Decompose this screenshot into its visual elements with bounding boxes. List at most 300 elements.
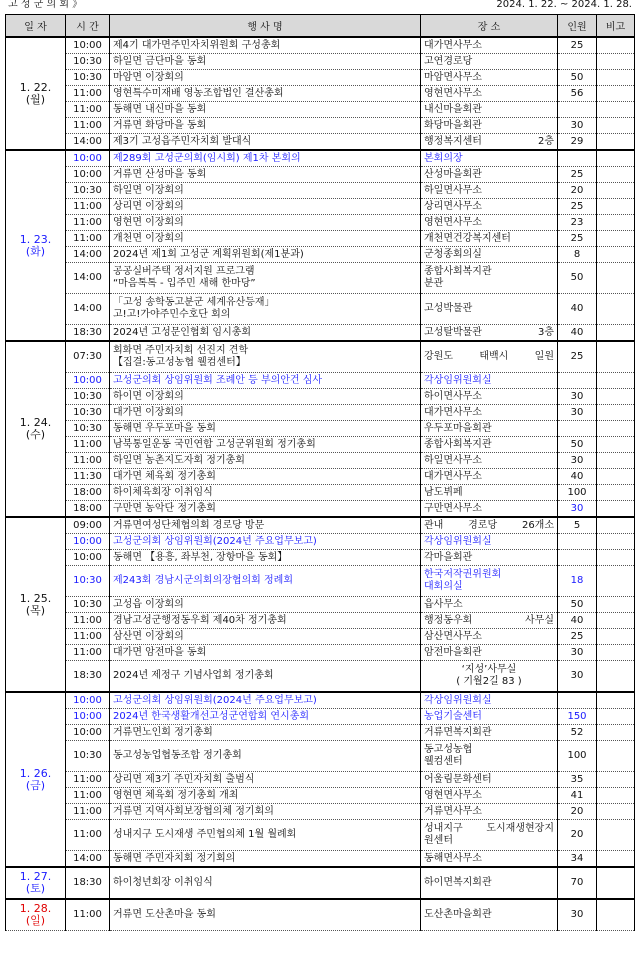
time-cell: 11:00 — [66, 788, 110, 804]
time-cell: 14:00 — [66, 134, 110, 151]
event-cell: 고성읍 이장회의 — [110, 597, 421, 613]
date-cell — [6, 37, 66, 150]
time-cell: 11:00 — [66, 199, 110, 215]
place-cell — [421, 741, 558, 772]
place-cell: 화당마을회관 — [421, 118, 558, 134]
event-cell: 고성군의회 상임위원회(2024년 주요업무보고) — [110, 692, 421, 709]
table-row — [6, 199, 635, 215]
time-cell: 18:00 — [66, 485, 110, 501]
time-cell: 18:30 — [66, 661, 110, 693]
time-cell: 10:30 — [66, 741, 110, 772]
col-time: 시 간 — [66, 15, 110, 38]
count-cell: 50 — [558, 437, 597, 453]
event-cell: 동해면 내신마을 동회 — [110, 102, 421, 118]
weekday-label: (금) — [25, 778, 46, 792]
event-cell: 하이체육회장 이취임식 — [110, 485, 421, 501]
event-cell: 남북통일운동 국민연합 고성군위원회 정기총회 — [110, 437, 421, 453]
event-cell: 영현특수미재배 영농조합법인 결산총회 — [110, 86, 421, 102]
col-count: 인원 — [558, 15, 597, 38]
table-row — [6, 517, 635, 534]
place-cell — [421, 661, 558, 693]
note-cell — [597, 725, 635, 741]
table-row — [6, 469, 635, 485]
time-cell: 10:00 — [66, 725, 110, 741]
note-cell — [597, 566, 635, 597]
count-cell — [558, 550, 597, 566]
table-row — [6, 741, 635, 772]
place-cell: 구만면사무소 — [421, 501, 558, 518]
place-cell: 종합사회복지관 — [421, 437, 558, 453]
schedule-table — [5, 14, 635, 931]
event-cell — [110, 341, 421, 373]
table-row — [6, 804, 635, 820]
table-row — [6, 899, 635, 931]
event-cell-line1: 공공실버주택 정서지원 프로그램 — [113, 266, 255, 277]
count-cell — [558, 373, 597, 389]
time-cell: 11:00 — [66, 102, 110, 118]
table-row — [6, 341, 635, 373]
note-cell — [597, 453, 635, 469]
table-row — [6, 501, 635, 518]
table-row — [6, 183, 635, 199]
place-cell-line1: 성내지구 도시재생현장지 — [424, 823, 554, 834]
event-cell: 영현면 체육회 정기총회 개최 — [110, 788, 421, 804]
table-row — [6, 613, 635, 629]
time-cell: 14:00 — [66, 851, 110, 868]
event-cell-line1: 회화면 주민자치회 선진지 견학 — [113, 345, 249, 356]
place-cell: 거류면사무소 — [421, 804, 558, 820]
note-cell — [597, 134, 635, 151]
place-cell: 영현면사무소 — [421, 215, 558, 231]
place-cell-line2: 웰컴센터 — [424, 756, 463, 767]
note-cell — [597, 645, 635, 661]
event-cell: 동고성농업협동조합 정기총회 — [110, 741, 421, 772]
place-cell: 대가면사무소 — [421, 37, 558, 54]
col-event: 행 사 명 — [110, 15, 421, 38]
event-cell-line1: 「고성 송학동고분군 세계유산등재」 — [113, 297, 275, 308]
time-cell: 11:00 — [66, 629, 110, 645]
header-row — [6, 15, 635, 38]
place-cell: 농업기술센터 — [421, 709, 558, 725]
event-cell: 제3기 고성읍주민자치회 발대식 — [110, 134, 421, 151]
note-cell — [597, 501, 635, 518]
event-cell: 하이청년회장 이취임식 — [110, 867, 421, 899]
count-cell: 34 — [558, 851, 597, 868]
table-row — [6, 54, 635, 70]
place-cell-line1: 종합사회복지관 — [424, 266, 492, 277]
count-cell — [558, 421, 597, 437]
note-cell — [597, 102, 635, 118]
date-cell — [6, 517, 66, 692]
place-cell: 어울림문화센터 — [421, 772, 558, 788]
time-cell: 10:30 — [66, 70, 110, 86]
event-cell: 2024년 제정구 기념사업회 정기총회 — [110, 661, 421, 693]
weekday-label: (목) — [25, 603, 46, 617]
table-row — [6, 389, 635, 405]
date-label: 1. 22. — [19, 80, 52, 94]
time-cell: 10:30 — [66, 421, 110, 437]
count-cell: 25 — [558, 231, 597, 247]
note-cell — [597, 820, 635, 851]
time-cell: 07:30 — [66, 341, 110, 373]
event-cell: 구만면 농악단 정기총회 — [110, 501, 421, 518]
date-label: 1. 26. — [19, 766, 52, 780]
event-cell: 마암면 이장회의 — [110, 70, 421, 86]
table-row — [6, 102, 635, 118]
place-cell: 하이면사무소 — [421, 389, 558, 405]
time-cell: 11:00 — [66, 437, 110, 453]
note-cell — [597, 389, 635, 405]
event-cell: 상리면 이장회의 — [110, 199, 421, 215]
time-cell: 11:00 — [66, 645, 110, 661]
place-cell: 상리면사무소 — [421, 199, 558, 215]
table-row — [6, 645, 635, 661]
note-cell — [597, 709, 635, 725]
note-cell — [597, 661, 635, 693]
event-cell-line2: 【집결:동고성농협 웰컴센터】 — [113, 357, 246, 368]
count-cell: 41 — [558, 788, 597, 804]
date-label: 1. 24. — [19, 416, 52, 429]
place-cell — [421, 820, 558, 851]
place-cell-line2: 원센터 — [424, 835, 453, 846]
event-cell: 대가면 이장회의 — [110, 405, 421, 421]
time-cell: 11:00 — [66, 453, 110, 469]
place-cell: 관내 경로당 26개소 — [421, 517, 558, 534]
count-cell: 8 — [558, 247, 597, 263]
event-cell: 하일면 금단마을 동회 — [110, 54, 421, 70]
note-cell — [597, 37, 635, 54]
place-cell: 군청종회의실 — [421, 247, 558, 263]
place-cell — [421, 263, 558, 294]
note-cell — [597, 597, 635, 613]
table-row — [6, 150, 635, 167]
count-cell: 30 — [558, 661, 597, 693]
time-cell: 11:00 — [66, 118, 110, 134]
note-cell — [597, 70, 635, 86]
note-cell — [597, 469, 635, 485]
table-row — [6, 851, 635, 868]
col-date: 일 자 — [6, 15, 66, 38]
place-cell: 도산촌마을회관 — [421, 899, 558, 931]
count-cell: 30 — [558, 899, 597, 931]
place-cell: 행정동우회 사무실 — [421, 613, 558, 629]
place-cell: 고연경로당 — [421, 54, 558, 70]
place-cell: 남도뷔페 — [421, 485, 558, 501]
time-cell: 11:30 — [66, 469, 110, 485]
count-cell: 40 — [558, 469, 597, 485]
place-cell: 본회의장 — [421, 150, 558, 167]
col-place: 장 소 — [421, 15, 558, 38]
count-cell: 150 — [558, 709, 597, 725]
date-cell — [6, 341, 66, 517]
note-cell — [597, 804, 635, 820]
time-cell: 11:00 — [66, 231, 110, 247]
place-cell: 산성마을회관 — [421, 167, 558, 183]
council-title: 고 성 군 의 회 》 — [8, 0, 83, 10]
event-cell: 제4기 대가면주민자치위원회 구성총회 — [110, 37, 421, 54]
event-cell: 경남고성군행정동우회 제40차 정기총회 — [110, 613, 421, 629]
count-cell: 25 — [558, 629, 597, 645]
place-cell-line2: ( 기월2길 83 ) — [456, 676, 522, 687]
count-cell — [558, 102, 597, 118]
event-cell: 동해면 【용흥, 좌부천, 장항마을 동회】 — [110, 550, 421, 566]
event-cell: 하일면 농촌지도자회 정기총회 — [110, 453, 421, 469]
count-cell: 40 — [558, 325, 597, 342]
place-cell: 고성박물관 — [421, 294, 558, 325]
count-cell: 25 — [558, 341, 597, 373]
note-cell — [597, 851, 635, 868]
time-cell: 10:00 — [66, 37, 110, 54]
place-cell-line1: 한국저작권위원회 — [424, 569, 502, 580]
count-cell: 30 — [558, 453, 597, 469]
note-cell — [597, 231, 635, 247]
note-cell — [597, 772, 635, 788]
place-cell: 내신마을회관 — [421, 102, 558, 118]
event-cell: 하이면 이장회의 — [110, 389, 421, 405]
count-cell: 30 — [558, 389, 597, 405]
count-cell: 50 — [558, 597, 597, 613]
note-cell — [597, 788, 635, 804]
count-cell: 100 — [558, 485, 597, 501]
time-cell: 18:30 — [66, 325, 110, 342]
event-cell: 대가면 체육회 정기총회 — [110, 469, 421, 485]
table-row — [6, 629, 635, 645]
date-label: 1. 23. — [19, 232, 52, 246]
event-cell: 삼산면 이장회의 — [110, 629, 421, 645]
note-cell — [597, 263, 635, 294]
event-cell-line2: “마음톡톡 - 입주민 새해 한마당” — [113, 278, 256, 289]
time-cell: 18:00 — [66, 501, 110, 518]
event-cell: 거류면 지역사회보장협의체 정기회의 — [110, 804, 421, 820]
table-row — [6, 453, 635, 469]
time-cell: 11:00 — [66, 804, 110, 820]
note-cell — [597, 294, 635, 325]
note-cell — [597, 373, 635, 389]
weekday-label: (일) — [25, 914, 46, 927]
note-cell — [597, 437, 635, 453]
count-cell: 25 — [558, 167, 597, 183]
note-cell — [597, 421, 635, 437]
event-cell: 동해면 주민자치회 정기회의 — [110, 851, 421, 868]
count-cell: 52 — [558, 725, 597, 741]
count-cell: 100 — [558, 741, 597, 772]
event-cell: 개천면 이장회의 — [110, 231, 421, 247]
place-cell: 대가면사무소 — [421, 405, 558, 421]
place-cell: 각마을회관 — [421, 550, 558, 566]
event-cell: 거류면여성단체협의회 경로당 방문 — [110, 517, 421, 534]
note-cell — [597, 325, 635, 342]
count-cell: 5 — [558, 517, 597, 534]
schedule-body — [6, 37, 635, 931]
table-row — [6, 725, 635, 741]
note-cell — [597, 867, 635, 899]
place-cell: 하일면사무소 — [421, 453, 558, 469]
table-row — [6, 70, 635, 86]
event-cell: 2024년 제1회 고성군 계획위원회(제1분과) — [110, 247, 421, 263]
note-cell — [597, 247, 635, 263]
event-cell: 영현면 이장회의 — [110, 215, 421, 231]
note-cell — [597, 517, 635, 534]
note-cell — [597, 54, 635, 70]
weekday-label: (화) — [25, 244, 46, 258]
date-label: 1. 27. — [19, 870, 52, 883]
note-cell — [597, 629, 635, 645]
event-cell — [110, 263, 421, 294]
note-cell — [597, 341, 635, 373]
table-row — [6, 215, 635, 231]
place-cell-line2: 분관 — [424, 278, 444, 289]
place-cell: 동해면사무소 — [421, 851, 558, 868]
table-row — [6, 867, 635, 899]
date-cell — [6, 150, 66, 341]
place-cell: 하일면사무소 — [421, 183, 558, 199]
event-cell: 성내지구 도시재생 주민협의체 1월 월례회 — [110, 820, 421, 851]
event-cell: 거류면 화당마을 동회 — [110, 118, 421, 134]
table-row — [6, 820, 635, 851]
time-cell: 14:00 — [66, 263, 110, 294]
event-cell: 거류면 산성마을 동회 — [110, 167, 421, 183]
note-cell — [597, 613, 635, 629]
count-cell — [558, 54, 597, 70]
note-cell — [597, 550, 635, 566]
event-cell: 고성군의회 상임위원회(2024년 주요업무보고) — [110, 534, 421, 550]
note-cell — [597, 405, 635, 421]
event-cell: 2024년 한국생활개선고성군연합회 연시총회 — [110, 709, 421, 725]
time-cell: 11:00 — [66, 899, 110, 931]
count-cell: 20 — [558, 183, 597, 199]
time-cell: 10:30 — [66, 405, 110, 421]
date-cell — [6, 692, 66, 867]
event-cell: 동해면 우두포마을 동회 — [110, 421, 421, 437]
event-cell: 대가면 암전마을 동회 — [110, 645, 421, 661]
place-cell: 영현면사무소 — [421, 788, 558, 804]
table-row — [6, 405, 635, 421]
time-cell: 18:30 — [66, 867, 110, 899]
count-cell: 30 — [558, 405, 597, 421]
place-cell: 개천면건강복지센터 — [421, 231, 558, 247]
table-row — [6, 661, 635, 693]
table-row — [6, 788, 635, 804]
document-header — [0, 0, 640, 12]
place-cell: 하이면복지회관 — [421, 867, 558, 899]
time-cell: 10:30 — [66, 389, 110, 405]
table-row — [6, 437, 635, 453]
place-cell: 거류면복지회관 — [421, 725, 558, 741]
table-row — [6, 421, 635, 437]
col-note: 비고 — [597, 15, 635, 38]
date-label: 1. 28. — [19, 902, 52, 915]
table-row — [6, 247, 635, 263]
note-cell — [597, 741, 635, 772]
event-cell: 하일면 이장회의 — [110, 183, 421, 199]
place-cell: 각상임위원회실 — [421, 534, 558, 550]
count-cell: 20 — [558, 804, 597, 820]
count-cell: 50 — [558, 70, 597, 86]
place-cell-line1: ‘지성’사무실 — [461, 664, 517, 675]
place-cell — [421, 566, 558, 597]
table-row — [6, 597, 635, 613]
count-cell: 30 — [558, 118, 597, 134]
count-cell: 25 — [558, 199, 597, 215]
table-row — [6, 118, 635, 134]
place-cell: 각상임위원회실 — [421, 692, 558, 709]
note-cell — [597, 118, 635, 134]
table-row — [6, 37, 635, 54]
note-cell — [597, 534, 635, 550]
place-cell: 강원도 태백시 일원 — [421, 341, 558, 373]
count-cell: 18 — [558, 566, 597, 597]
time-cell: 09:00 — [66, 517, 110, 534]
count-cell: 29 — [558, 134, 597, 151]
place-cell: 고성탈박물관 3층 — [421, 325, 558, 342]
event-cell: 거류면노인회 정기총회 — [110, 725, 421, 741]
count-cell: 23 — [558, 215, 597, 231]
weekday-label: (토) — [25, 882, 46, 895]
event-cell: 제289회 고성군의회(임시회) 제1차 본회의 — [110, 150, 421, 167]
note-cell — [597, 199, 635, 215]
table-row — [6, 566, 635, 597]
note-cell — [597, 899, 635, 931]
note-cell — [597, 167, 635, 183]
time-cell: 10:00 — [66, 692, 110, 709]
table-row — [6, 231, 635, 247]
table-row — [6, 709, 635, 725]
table-row — [6, 263, 635, 294]
place-cell: 우두포마을회관 — [421, 421, 558, 437]
count-cell: 40 — [558, 613, 597, 629]
event-cell: 거류면 도산촌마을 동회 — [110, 899, 421, 931]
time-cell: 11:00 — [66, 215, 110, 231]
place-cell: 영현면사무소 — [421, 86, 558, 102]
note-cell — [597, 485, 635, 501]
place-cell: 읍사무소 — [421, 597, 558, 613]
table-row — [6, 772, 635, 788]
count-cell — [558, 534, 597, 550]
time-cell: 14:00 — [66, 247, 110, 263]
table-row — [6, 485, 635, 501]
place-cell: 각상임위원회실 — [421, 373, 558, 389]
time-cell: 10:00 — [66, 167, 110, 183]
place-cell-line1: 동고성농협 — [424, 744, 473, 755]
time-cell: 10:00 — [66, 534, 110, 550]
table-row — [6, 294, 635, 325]
count-cell: 35 — [558, 772, 597, 788]
count-cell: 56 — [558, 86, 597, 102]
event-cell: 고성군의회 상임위원회 조례안 등 부의안건 심사 — [110, 373, 421, 389]
time-cell: 11:00 — [66, 613, 110, 629]
place-cell: 삼산면사무소 — [421, 629, 558, 645]
place-cell: 마암면사무소 — [421, 70, 558, 86]
table-row — [6, 534, 635, 550]
table-row — [6, 550, 635, 566]
table-row — [6, 86, 635, 102]
time-cell: 10:30 — [66, 597, 110, 613]
time-cell: 10:00 — [66, 150, 110, 167]
table-row — [6, 134, 635, 151]
count-cell: 25 — [558, 37, 597, 54]
place-cell: 대가면사무소 — [421, 469, 558, 485]
time-cell: 10:30 — [66, 183, 110, 199]
note-cell — [597, 215, 635, 231]
count-cell: 70 — [558, 867, 597, 899]
table-row — [6, 167, 635, 183]
event-cell-line2: 고!고!가야주민수호단 회의 — [113, 309, 231, 320]
weekday-label: (월) — [25, 92, 46, 106]
time-cell: 10:30 — [66, 54, 110, 70]
table-row — [6, 692, 635, 709]
time-cell: 10:30 — [66, 566, 110, 597]
count-cell: 40 — [558, 294, 597, 325]
